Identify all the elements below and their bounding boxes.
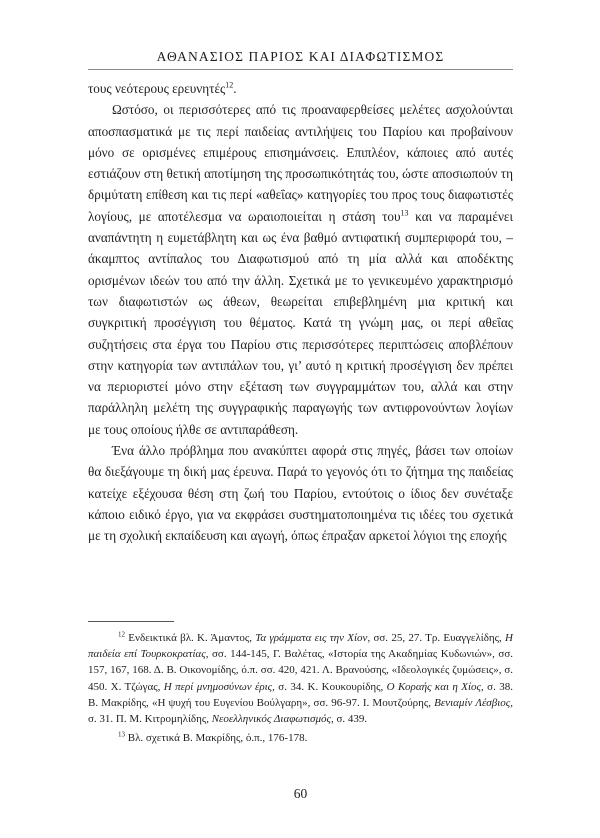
paragraph-2-text-b: και να παραμένει αναπάντητη η ευμετάβλητη και ως ένα βαθμό αντιφατική συμπεριφορά του, –άκαμπτος αντίπαλος του Διαφωτισμού από τη μία αλλά και αποδέκτης ορισμένων ιδεών του από την άλλη. Σχετικά με το γενικευμένο χαρακτηρισμό των διαφωτιστών ως άθεων, θεωρείται επιβεβλημένη μια κριτική και συγκριτική προσέγγιση του θέματος. Κατά τη γνώμη μας, οι περί αθεΐας συζητήσεις στα έργα του Παρίου στις περισσότερες περιπτώσεις αποβλέπουν στην κατηγορία των αντιπάλων του, γι’ αυτό η κριτική προσέγγιση δεν πρέπει να περιοριστεί μόνο στην εξέταση των συγγραμμάτων του, αλλά και στην παράλληλη μελέτη της συγγραφικής παραγωγής των αντιφρονούντων λογίων με τους οποίους ήλθε σε αντιπαράθεση. [88, 208, 513, 437]
footnote-number: 12 [118, 630, 125, 639]
footnote-text: , σ. 38. Β. Μακρίδης, «Η ψυχή του Ευγενίου Βούλγαρη», σσ. 96-97. Ι. Μουτζούρης, [88, 680, 513, 709]
footnote-text: Ενδεικτικά βλ. Κ. Άμαντος, [125, 632, 256, 644]
footnotes [88, 630, 513, 746]
paragraph-1 [88, 78, 513, 99]
main-text [88, 78, 513, 547]
footnote-12 [88, 630, 513, 727]
footnote-number: 13 [118, 730, 125, 739]
paragraph-3: Ένα άλλο πρόβλημα που ανακύπτει αφορά στις πηγές, βάσει των οποίων θα διεξάγουμε τη δική μας έρευνα. Παρά το γεγονός ότι το ζήτημα της παιδείας κατείχε εξέχουσα θέση στη ζωή του Παρίου, εντούτοις ο ίδιος δεν συνέταξε κάποιο ειδικό έργο, για να εκφράσει συστηματοποιημένα τις ιδέες του σχετικά με τη σχολική εκπαίδευση και αγωγή, όπως έπραξαν αρκετοί λόγιοι της εποχής [88, 443, 513, 544]
footnote-13 [88, 730, 513, 746]
footnote-text: , σ. 439. [330, 713, 368, 726]
citation-title: Βενιαμίν Λέσβιος [434, 696, 511, 709]
citation-title: Τα γράμματα εις την Χίον [255, 632, 368, 644]
footnote-text: , σ. 34. Κ. Κουκουρίδης, [272, 680, 387, 693]
citation-title: Η παιδεία επί Τουρκοκρατίας [88, 632, 513, 661]
citation-title: Η περί μνημοσύνων έρις [163, 680, 273, 693]
footnote-divider [88, 621, 174, 622]
header-divider [88, 69, 513, 70]
citation-title: Νεοελληνικός Διαφωτισμός [211, 713, 331, 726]
page-number: 60 [293, 786, 308, 801]
paragraph-1-end: . [233, 81, 237, 96]
paragraph-2-text-a: Ωστόσο, οι περισσότερες από τις προαναφερθείσες μελέτες ασχολούνται αποσπασματικά με τις περί παιδείας αντιλήψεις του Παρίου και προβαίνουν μόνο σε ορισμένες επιμέρους επισημάνσεις. Επιπλέον, κάποιες από αυτές εστιάζουν στη θετική αποτίμηση της προσωπικότητάς του, ώστε αποσιωπούν τη δριμύτατη επίθεση και τις περί «αθεΐας» κατηγορίες του προς τους διαφωτιστές λογίους, με αποτέλεσμα να ωραιοποιείται η στάση του [88, 102, 513, 224]
footnote-ref-13: 13 [400, 208, 409, 218]
footnote-ref-12: 12 [225, 80, 234, 90]
footnote-text: , σσ. 25, 27. Τρ. Ευαγγελίδης, [367, 632, 506, 644]
paragraph-2 [88, 99, 513, 440]
running-header: ΑΘΑΝΑΣΙΟΣ ΠΑΡΙΟΣ ΚΑΙ ΔΙΑΦΩΤΙΣΜΟΣ [156, 49, 445, 64]
footnote-text: Βλ. σχετικά Β. Μακρίδης, ό.π., 176-178. [125, 732, 308, 745]
citation-title: Ο Κοραής και η Χίος [386, 680, 482, 693]
footnote-text: , σ. 31. Π. Μ. Κιτρομηλίδης, [88, 696, 513, 726]
paragraph-1-text: τους νεότερους ερευνητές [88, 81, 226, 96]
footnote-text: , σσ. 144-145, Γ. Βαλέτας, «Ιστορία της Ακαδημίας Κυδωνιών», σσ. 157, 167, 168. Δ. Β. Οικονομίδης, ό.π. σσ. 420, 421. Λ. Βρανούσης, «Ιδεολογικές ζυμώσεις», σ. 450. Χ. Τζώγας, [88, 648, 513, 693]
